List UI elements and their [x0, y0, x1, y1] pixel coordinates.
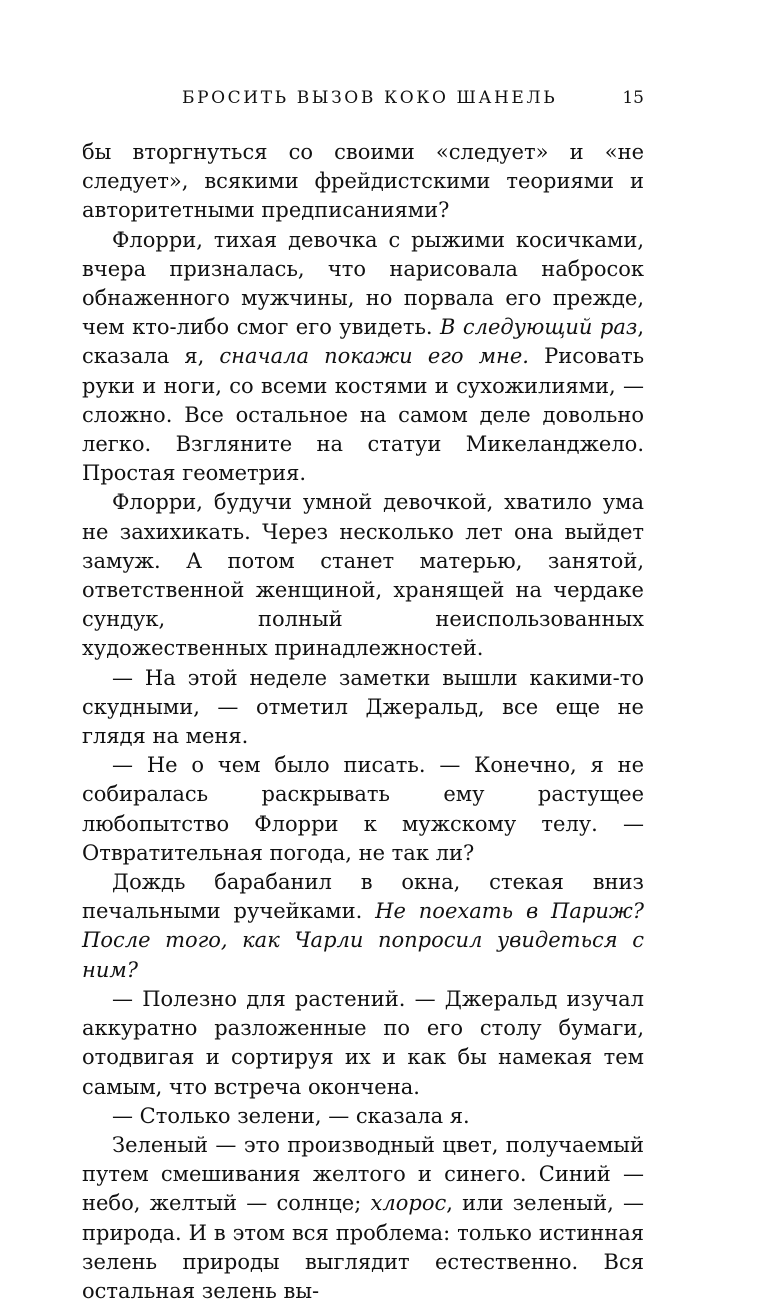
page-number: 15: [622, 88, 644, 108]
italic-text-run: сначала покажи его мне.: [219, 344, 529, 369]
paragraph: [82, 138, 644, 226]
italic-text-run: В следующий раз: [439, 315, 638, 340]
italic-text-run: Не поехать в Париж? После того, как Чарли попросил увидеться с ним?: [82, 899, 644, 982]
text-run: — Не о чем было писать. — Конечно, я не собиралась раскрывать ему растущее любопытство Флорри к мужскому телу. — Отвратительная погода, не так ли?: [82, 753, 644, 865]
text-run: Зеленый — это производный цвет, получаемый путем смешивания желтого и синего. Синий — небо, желтый — солнце;: [82, 1132, 644, 1216]
paragraph: [82, 751, 644, 868]
paragraph: [82, 488, 644, 663]
text-run: — Столько зелени, — сказала я.: [112, 1103, 470, 1128]
text-run: Дождь барабанил в окна, стекая вниз печальными ручейками.: [82, 870, 644, 924]
text-run: , или зеленый, — природа. И в этом вся проблема: только истинная зелень природы выглядит естественно. Вся остальная зелень вы-: [82, 1191, 644, 1303]
text-run: — На этой неделе заметки вышли какими-то скудными, — отметил Джеральд, все еще не глядя на меня.: [82, 665, 644, 749]
paragraph: [82, 1102, 644, 1131]
text-run: Флорри, будучи умной девочкой, хватило ума не захихикать. Через несколько лет она выйдет замуж. А потом станет матерью, занятой, ответственной женщиной, хранящей на чердаке сундук, полный неиспользованных художественных принадлежностей.: [82, 490, 644, 661]
running-title: БРОСИТЬ ВЫЗОВ КОКО ШАНЕЛЬ: [182, 88, 558, 108]
text-run: Флорри, тихая девочка с рыжими косичками, вчера призналась, что нарисовала набросок обнаженного мужчины, но порвала его прежде, чем кто-либо смог его увидеть.: [82, 227, 644, 340]
italic-text-run: хлорос: [370, 1191, 447, 1216]
body-text: [82, 138, 644, 1306]
text-run: — Полезно для растений. — Джеральд изучал аккуратно разложенные по его столу бумаги, отодвигая и сортируя их и как бы намекая тем самым, что встреча окончена.: [82, 986, 644, 1099]
paragraph: [82, 226, 644, 489]
text-run: бы вторгнуться со своими «следует» и «не следует», всякими фрейдистскими теориями и авторитетными предписаниями?: [82, 140, 644, 223]
page-header: [82, 88, 644, 118]
paragraph: [82, 1131, 644, 1306]
text-run: Рисовать руки и ноги, со всеми костями и сухожилиями, — сложно. Все остальное на самом деле довольно легко. Взгляните на статуи Микеланджело. Простая геометрия.: [82, 344, 645, 486]
text-run: , сказала я,: [82, 315, 644, 369]
paragraph: [82, 664, 644, 752]
paragraph: [82, 868, 644, 985]
paragraph: [82, 985, 644, 1102]
